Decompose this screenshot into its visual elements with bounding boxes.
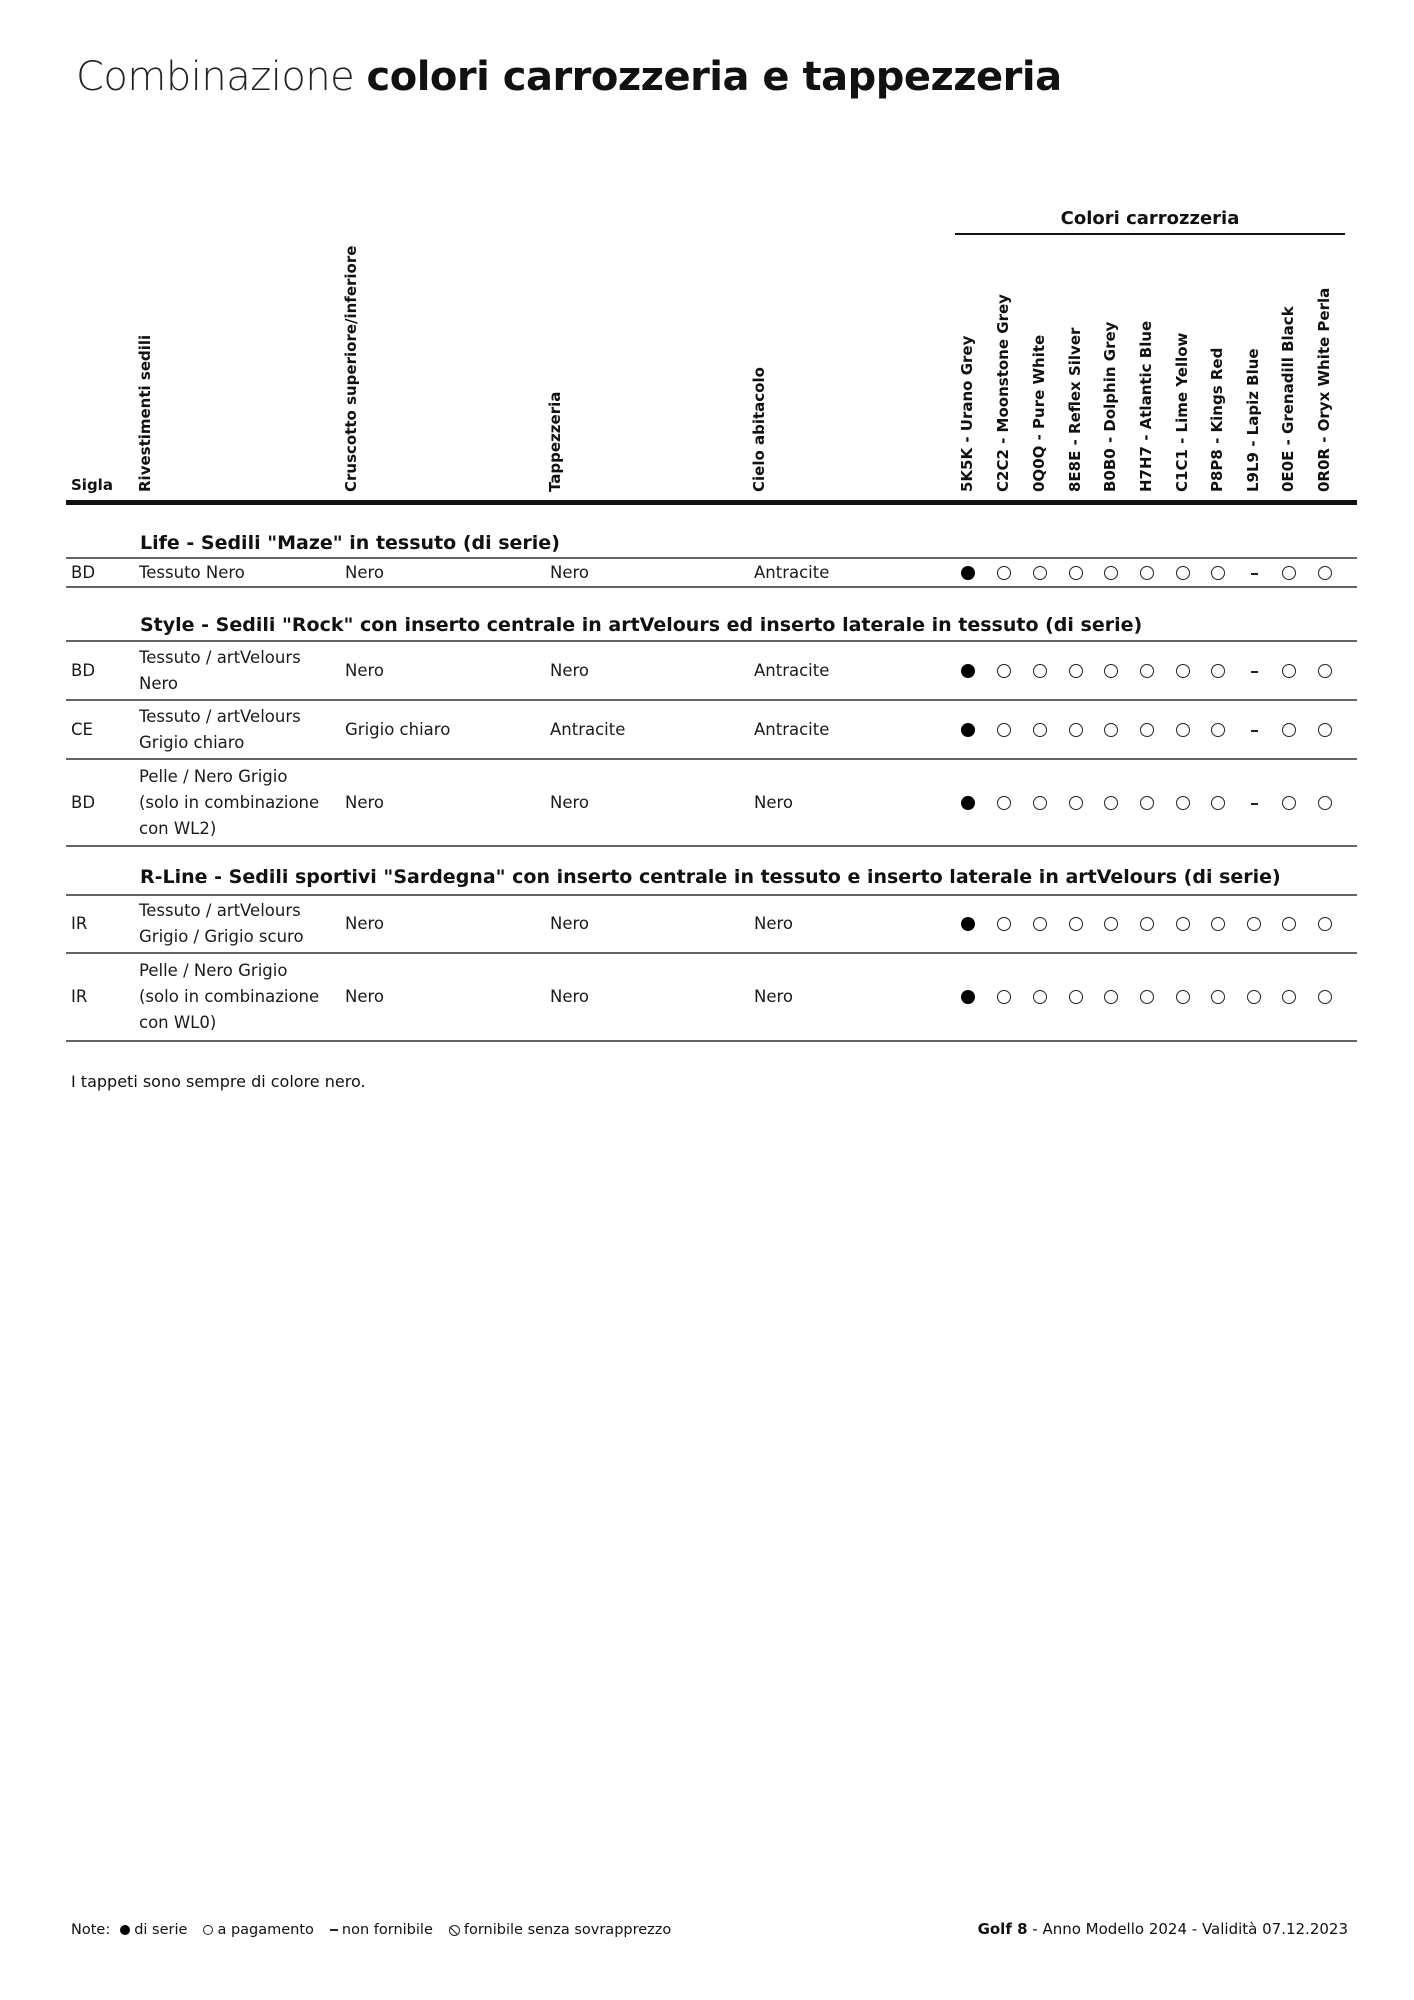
open-circle-icon — [1140, 796, 1154, 810]
column-header-rivestimenti-label: Rivestimenti sedili — [136, 334, 154, 492]
open-circle-icon — [1282, 723, 1296, 737]
open-circle-icon — [1104, 917, 1118, 931]
cell-rivestimenti — [139, 560, 245, 586]
open-circle-icon — [1318, 664, 1332, 678]
column-header-color-label: P8P8 - Kings Red — [1208, 347, 1226, 492]
open-circle-icon — [1033, 796, 1047, 810]
open-circle-icon — [997, 796, 1011, 810]
cell-sigla: BD — [71, 660, 96, 680]
dash-icon — [1251, 671, 1258, 673]
open-circle-icon — [997, 990, 1011, 1004]
open-circle-icon — [997, 723, 1011, 737]
cell-sigla: BD — [71, 792, 96, 812]
cell-cruscotto: Nero — [345, 914, 385, 933]
open-circle-icon — [1069, 990, 1083, 1004]
open-circle-icon — [997, 566, 1011, 580]
page-title — [76, 52, 1062, 102]
open-circle-icon — [1069, 723, 1083, 737]
column-header-cielo-label: Cielo abitacolo — [750, 367, 768, 492]
cell-rivestimenti-line: Pelle / Nero Grigio — [139, 766, 288, 786]
cell-cielo: Antracite — [754, 719, 830, 739]
open-circle-icon — [1033, 723, 1047, 737]
legend-text: fornibile senza sovrapprezzo — [463, 1922, 672, 1938]
open-circle-icon — [1033, 664, 1047, 678]
open-circle-icon — [1282, 990, 1296, 1004]
open-circle-icon — [1104, 990, 1118, 1004]
filled-circle-icon — [961, 796, 975, 810]
row-rule — [66, 758, 1357, 760]
open-circle-icon — [1069, 566, 1083, 580]
filled-circle-icon — [961, 917, 975, 931]
column-header-color-label: H7H7 - Atlantic Blue — [1137, 320, 1155, 492]
open-circle-icon — [1104, 796, 1118, 810]
open-circle-icon — [997, 664, 1011, 678]
column-header-color-label: C1C1 - Lime Yellow — [1173, 332, 1191, 492]
open-circle-icon — [1282, 664, 1296, 678]
dash-icon — [1251, 573, 1258, 575]
filled-circle-icon — [961, 664, 975, 678]
legend-item-standard — [120, 1922, 187, 1938]
open-circle-icon — [1140, 990, 1154, 1004]
column-header-color-label: 0E0E - Grenadill Black — [1279, 306, 1297, 492]
cell-cielo: Antracite — [754, 562, 830, 582]
open-circle-icon — [997, 917, 1011, 931]
section-title: R-Line - Sedili sportivi "Sardegna" con inserto centrale in tessuto e inserto laterale in artVelours (di serie) — [140, 866, 1281, 888]
cell-tappezzeria: Nero — [550, 660, 590, 680]
section-top-rule — [66, 640, 1357, 642]
open-circle-icon — [1211, 664, 1225, 678]
cell-rivestimenti — [139, 704, 301, 756]
legend-item-free — [449, 1922, 671, 1938]
cell-cielo: Nero — [754, 792, 794, 812]
slashed-circle-icon — [449, 1925, 460, 1936]
column-header-color-label: B0B0 - Dolphin Grey — [1101, 321, 1119, 492]
legend-item-not-available — [330, 1922, 433, 1938]
cell-cruscotto: Nero — [345, 792, 385, 812]
footer-model: Golf 8 — [977, 1920, 1028, 1938]
open-circle-icon — [1176, 796, 1190, 810]
open-circle-icon — [1176, 990, 1190, 1004]
filled-circle-icon — [120, 1925, 130, 1935]
filled-circle-icon — [961, 990, 975, 1004]
cell-cruscotto: Nero — [345, 987, 385, 1006]
open-circle-icon — [1211, 723, 1225, 737]
column-header-color-label: L9L9 - Lapiz Blue — [1244, 348, 1262, 492]
section-top-rule — [66, 894, 1357, 896]
open-circle-icon — [1247, 917, 1261, 931]
cell-tappezzeria: Nero — [550, 562, 590, 582]
cell-tappezzeria: Nero — [550, 987, 590, 1006]
legend — [71, 1922, 681, 1938]
open-circle-icon — [1140, 917, 1154, 931]
open-circle-icon — [1140, 664, 1154, 678]
open-circle-icon — [1176, 566, 1190, 580]
open-circle-icon — [1176, 917, 1190, 931]
cell-rivestimenti-line: Nero — [139, 673, 179, 693]
page-title-light: Combinazione — [76, 54, 355, 100]
open-circle-icon — [1318, 723, 1332, 737]
row-rule — [66, 699, 1357, 701]
open-circle-icon — [1069, 796, 1083, 810]
cell-cielo: Nero — [754, 987, 794, 1006]
section-title: Life - Sedili "Maze" in tessuto (di serie) — [140, 532, 560, 554]
cell-cielo: Antracite — [754, 660, 830, 680]
cell-tappezzeria: Antracite — [550, 719, 626, 739]
open-circle-icon — [1247, 990, 1261, 1004]
filled-circle-icon — [961, 723, 975, 737]
page-title-bold: colori carrozzeria e tappezzeria — [366, 54, 1062, 100]
open-circle-icon — [1176, 664, 1190, 678]
cell-rivestimenti-line: Tessuto / artVelours — [139, 647, 301, 667]
cell-cruscotto: Grigio chiaro — [345, 719, 451, 739]
cell-rivestimenti — [139, 958, 319, 1036]
open-circle-icon — [1069, 917, 1083, 931]
section-title: Style - Sedili "Rock" con inserto centrale in artVelours ed inserto laterale in tessuto (di serie) — [140, 614, 1143, 636]
open-circle-icon — [1033, 917, 1047, 931]
open-circle-icon — [1069, 664, 1083, 678]
legend-label: Note: — [71, 1922, 111, 1938]
row-rule — [66, 952, 1357, 954]
open-circle-icon — [1282, 566, 1296, 580]
open-circle-icon — [1318, 917, 1332, 931]
open-circle-icon — [1211, 917, 1225, 931]
cell-rivestimenti-line: Tessuto / artVelours — [139, 901, 301, 920]
legend-text: a pagamento — [217, 1922, 314, 1938]
cell-rivestimenti-line: Tessuto / artVelours — [139, 706, 301, 726]
open-circle-icon — [1176, 723, 1190, 737]
cell-cruscotto: Nero — [345, 660, 385, 680]
open-circle-icon — [1033, 990, 1047, 1004]
carpet-note: I tappeti sono sempre di colore nero. — [71, 1072, 366, 1091]
cell-rivestimenti-line: con WL2) — [139, 818, 217, 838]
column-header-sigla: Sigla — [71, 476, 113, 494]
open-circle-icon — [1140, 566, 1154, 580]
legend-text: di serie — [134, 1922, 188, 1938]
legend-item-paid — [203, 1922, 313, 1938]
dash-icon — [1251, 730, 1258, 732]
cell-cruscotto: Nero — [345, 562, 385, 582]
open-circle-icon — [1282, 917, 1296, 931]
section-top-rule — [66, 557, 1357, 559]
column-header-color-label: 0R0R - Oryx White Perla — [1315, 287, 1333, 492]
row-rule — [66, 586, 1357, 588]
open-circle-icon — [1104, 723, 1118, 737]
open-circle-icon — [1033, 566, 1047, 580]
cell-sigla: IR — [71, 914, 88, 933]
cell-sigla: CE — [71, 719, 93, 739]
open-circle-icon — [1104, 566, 1118, 580]
cell-rivestimenti-line: (solo in combinazione — [139, 792, 320, 812]
row-rule — [66, 845, 1357, 847]
cell-rivestimenti-line: Grigio / Grigio scuro — [139, 927, 304, 946]
header-thick-rule — [66, 500, 1357, 505]
column-header-color-label: 5K5K - Urano Grey — [958, 335, 976, 492]
cell-rivestimenti-line: Tessuto Nero — [139, 562, 245, 582]
row-rule — [66, 1040, 1357, 1042]
cell-rivestimenti-line: con WL0) — [139, 1013, 217, 1032]
cell-tappezzeria: Nero — [550, 914, 590, 933]
filled-circle-icon — [961, 566, 975, 580]
cell-tappezzeria: Nero — [550, 792, 590, 812]
column-header-color-label: 8E8E - Reflex Silver — [1066, 327, 1084, 492]
cell-rivestimenti — [139, 764, 319, 842]
group-header-rule — [955, 233, 1345, 235]
open-circle-icon — [1211, 796, 1225, 810]
cell-rivestimenti-line: Pelle / Nero Grigio — [139, 961, 288, 980]
dash-icon — [330, 1929, 338, 1931]
column-header-color-label: C2C2 - Moonstone Grey — [994, 294, 1012, 492]
column-header-tappezzeria-label: Tappezzeria — [546, 391, 564, 492]
open-circle-icon — [1211, 566, 1225, 580]
open-circle-icon — [1318, 796, 1332, 810]
cell-rivestimenti-line: Grigio chiaro — [139, 732, 245, 752]
cell-sigla: BD — [71, 562, 96, 582]
body-colors-group-header: Colori carrozzeria — [1060, 208, 1240, 229]
cell-rivestimenti — [139, 898, 304, 950]
footer-model-info — [978, 1920, 1348, 1938]
cell-rivestimenti-line: (solo in combinazione — [139, 987, 320, 1006]
dash-icon — [1251, 803, 1258, 805]
cell-cielo: Nero — [754, 914, 794, 933]
column-header-cruscotto-label: Cruscotto superiore/inferiore — [342, 245, 360, 492]
open-circle-icon — [1211, 990, 1225, 1004]
footer-validity: - Anno Modello 2024 - Validità 07.12.2023 — [1027, 1920, 1348, 1938]
open-circle-icon — [1282, 796, 1296, 810]
legend-text: non fornibile — [341, 1922, 433, 1938]
open-circle-icon — [203, 1925, 213, 1935]
open-circle-icon — [1318, 566, 1332, 580]
cell-sigla: IR — [71, 987, 88, 1006]
column-header-color-label: 0Q0Q - Pure White — [1030, 334, 1048, 492]
open-circle-icon — [1104, 664, 1118, 678]
open-circle-icon — [1140, 723, 1154, 737]
cell-rivestimenti — [139, 645, 301, 697]
open-circle-icon — [1318, 990, 1332, 1004]
